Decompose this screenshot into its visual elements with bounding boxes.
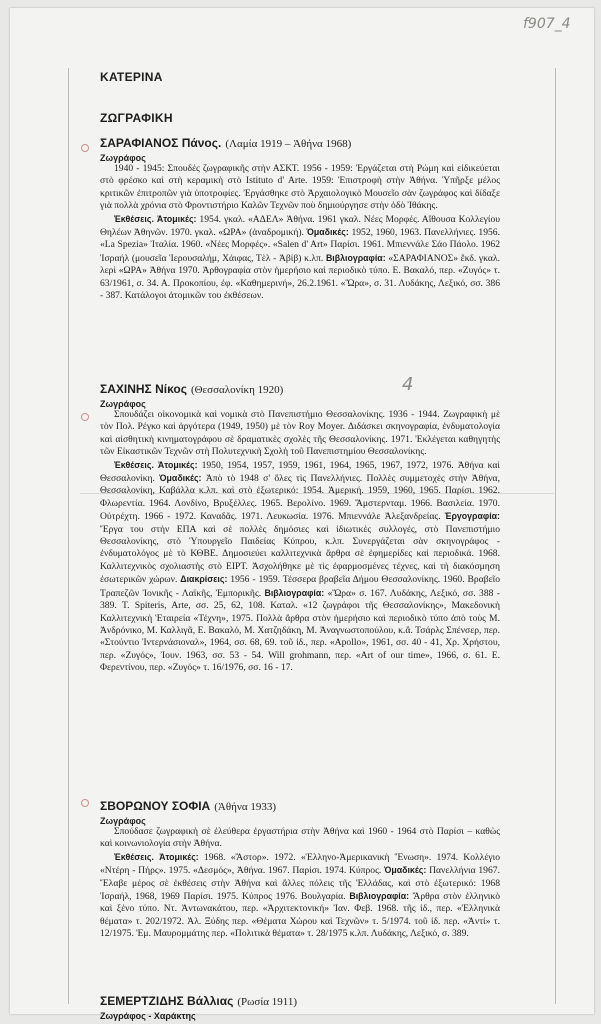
works-text: Ἔργα του στὴν ΕΠΑ καὶ σὲ πολλὲς δημόσιες καὶ ἰδιωτικὲς συλλογές, στὸ Πανεπιστήμιο Θεσσαλονίκης, στὸ Ὑπουργεῖο Παιδείας Κύπρου, κ.λπ. Συνεργάζεται σὰν σκηνογράφος - ἐνδυματολόγος μὲ τὸ ΚΘΒΕ. Δημοσιεύει καλλιτεχνικὰ ἄρθρα σὲ ἐφημερίδες καὶ περιοδικά. 1968. Καλλιτεχνικὸς σχολιαστὴς στὸ ΕΙΡΤ. Ἀσχολήθηκε μὲ τὶς ἐφαρμοσμένες τέχνες, καὶ τὴ διακόσμηση ἐσωτερικῶν χώρων.	[100, 523, 500, 586]
awards-label: Διακρίσεις:	[180, 574, 228, 585]
entry-role: Ζωγράφος	[100, 816, 146, 826]
entry-sarafianos	[100, 134, 500, 302]
awards-text: 1956 - 1959. Τέσσερα βραβεῖα Δήμου Θεσσαλονίκης. 1960. Βραβεῖο Τραπεζῶν Ἰονικῆς - Λαϊκῆς, Ἐμπορικῆς.	[100, 574, 501, 599]
section-heading: ΖΩΓΡΑΦΙΚΗ	[100, 111, 173, 125]
bibliography-label: Βιβλιογραφία:	[325, 252, 386, 263]
solo-text: 1968. «Ἄστορ». 1972. «Ἑλληνο-Ἀμερικανικὴ Ἕνωση». 1974. Κολλέγιο «Ντέρη - Πήρς». 1975. «Δεσμός», Ἀθήνα. 1967. Παρίσι. 1974. Κύπρος.	[100, 851, 500, 877]
entry-role: Ζωγράφος	[100, 399, 146, 409]
entry-exhibitions	[100, 459, 500, 675]
entry-svoronou	[100, 797, 500, 941]
entry-semertzidis	[100, 992, 500, 1021]
entry-bio: 1940 - 1945: Σπουδές ζωγραφικῆς στὴν ΑΣΚΤ. 1956 - 1959: Ἐργάζεται στὴ Ρώμη καὶ εἰδικεύεται στὸ φρέσκο καὶ στὴ κεραμικὴ στὸ Istituto d' Arte. 1959: Ἐπιστροφὴ στὴν Ἀθήνα. Ὑπῆρξε μέλος κριτικῶν ἐπιτροπῶν γιὰ ὑποτροφίες. Ἐργάσθηκε στὸ Ἀρχαιολογικὸ Μουσεῖο σὰν ζωγράφος καὶ δίδαξε γιὰ πολλὰ χρόνια στὸ Φροντιστήριο Καλῶν Τεχνῶν ποὺ δημιούργησε στὴν ὁδὸ Ἰθάκης.	[100, 163, 500, 212]
exhibitions-label: Ἐκθέσεις.	[114, 851, 154, 862]
group-label: Ὁμαδικές:	[384, 865, 427, 876]
bibliography-text: «ΣΑΡΑΦΙΑΝΟΣ» ἔκδ. γκαλ. λερὶ «ΩΡΑ» Ἀθήνα 1970. Ἀρθογραφία στὸν ἡμερήσιο καὶ περιοδικὸ τύπο. Ε. Βακαλό, περ. «Ζυγός» τ. 63/1961, σ. 34. Α. Προκοπίου, ἐφ. «Καθημερινή», 26.2.1961. «Ὥρα», σ. 31. Λυδάκης, Λεξικό, σσ. 386 - 387. Κατάλογοι ἀτομικῶν του ἐκθέσεων.	[100, 252, 500, 302]
left-margin-line	[68, 68, 69, 1004]
entry-bio: Σπουδάζει οἰκονομικὰ καὶ νομικὰ στὸ Πανεπιστήμιο Θεσσαλονίκης. 1936 - 1944. Ζωγραφικὴ μὲ τὸν Πολ. Ρέγκο καὶ ἀργότερα (1949, 1950) μὲ τὸν Roy Moyer. Διδάσκει σκηνογραφία, ἐνδυματολογία καὶ αἰσθητικὴ κινηματογράφου σὲ δραματικὲς σχολὲς τῆς Θεσσαλονίκης. 1971. Ἐκλέγεται καθηγητὴς τῶν Εἰκαστικῶν Τεχνῶν στὴ Πολυτεχνικὴ Σχολὴ τοῦ Πανεπιστημίου Θεσσαλονίκης.	[100, 409, 500, 458]
group-text: 1952, 1960, 1963. Πανελλήνιες. 1956. «La Spezia» Ἰταλία. 1960. «Νέες Μορφές». «Salen d' Art» Παρίσι. 1961. Μπιεννάλε Σάο Πάολο. 1962 Ἰσραήλ (μουσεῖα Ἱερουσαλήμ, Χάιφας, Τὲλ - Ἀβίβ) κ.λπ.	[100, 227, 500, 264]
corner-handwritten-note: f907_4	[523, 16, 571, 32]
bibliography-text: «Ὥρα» σ. 167. Λυδάκης, Λεξικό, σσ. 388 - 389. T. Spiteris, Arte, σσ. 25, 62, 108. Καταλ. «12 ζωγράφοι τῆς Θεσσαλονίκης», Μακεδονικὴ Καλλιτεχνικὴ Ἑταιρεία «Τέχνη», 1975. Πολλὰ ἄρθρα στὸν ἡμερήσιο καὶ περιοδικὸ τύπο ἀπὸ τοὺς Μ. Ἀνδρόνικο, Μ. Καλλιγᾶ, Ε. Βακαλό, Μ. Χατζηδάκη, Μ. Ἀναγνωστοπούλου, κ.ἄ. Τσάρλς Σπένσερ, περ. «Στούντιο Ἰντερνάσιοναλ», 1964, σσ. 68, 69. τοῦ ἰδ., περ. «Apollo», 1961, σσ. 40 - 41, Χρ. Χρήστου, περ. «Ζυγός», Ἰουν. 1963, σσ. 53 - 54. Will grohmann, περ. «Art of our time», 1966, σ. 61. Ε. Φερεντίνου, περ. «Ζυγός» τ. 16/1976, σσ. 16 - 17.	[100, 587, 500, 674]
solo-label: Ἀτομικές:	[157, 459, 198, 470]
margin-mark-1	[81, 144, 89, 152]
margin-mark-3	[81, 799, 89, 807]
group-text: Ἀπὸ τὸ 1948 σ' ὅλες τὶς Πανελλήνιες. Πολλὲς συμμετοχὲς στὴν Ἀθήνα, Θεσσαλονίκη, Καβάλλα κ.λπ. καὶ στὸ ἐξωτερικό: 1954. Ἀμερική. 1959, 1960, 1965. Παρίσι. 1962. Φλωρεντία. 1964. Λονδίνο, Βρυξέλλες. 1965. Βερολίνο. 1969. Ἄμστερνταμ. 1966. Βασιλεία. 1970. Οὐτρέχτη. 1966 - 1972. Καναδᾶς. 1971. Λευκωσία. 1976. Μπιεννάλε Ἀλεξανδρείας.	[100, 473, 500, 523]
entry-exhibitions	[100, 213, 500, 303]
solo-label: Ἀτομικές:	[159, 851, 199, 862]
margin-handwritten-number: 4	[402, 374, 414, 395]
entry-role: Ζωγράφος - Χαράκτης	[100, 1011, 196, 1021]
entry-name: ΣΕΜΕΡΤΖΙΔΗΣ Βάλλιας	[100, 994, 234, 1008]
entry-dates: (Ἀθήνα 1933)	[214, 801, 276, 813]
entry-dates: (Λαμία 1919 – Ἀθήνα 1968)	[225, 138, 352, 150]
works-label: Ἐργογραφία:	[444, 511, 500, 522]
entry-exhibitions	[100, 851, 500, 941]
entry-dates: (Θεσσαλονίκη 1920)	[190, 384, 284, 396]
group-label: Ὁμαδικές:	[306, 227, 349, 238]
exhibitions-label: Ἐκθέσεις.	[114, 459, 154, 470]
group-label: Ὁμαδικές:	[159, 473, 202, 484]
bibliography-text: Ἄρθρα στὸν ἑλληνικὸ καὶ ξένο τύπο. Ντ. Ἀντωνακάτου, περ. «Ἀρχιτεκτονική» Ἰαν. Φεβ. 1968. τῆς ἰδ., περ. «Ἑλληνικὰ θέματα» τ. 202/1972. Ἀλ. Ξύδης περ. «Θέματα Χώρου καὶ Τεχνῶν» τ. 5/1974. τοῦ ἰδ. περ. «Ἀντί» τ. 12/1975. Ἐμ. Μαυρομμάτης περ. «Πολιτικὰ θέματα» τ. 28/1975 κ.λπ. Λυδάκης, Λεξικό, σ. 389.	[100, 891, 501, 940]
entry-name: ΣΑΡΑΦΙΑΝΟΣ Πάνος.	[100, 136, 222, 150]
entry-dates: (Ρωσία 1911)	[237, 996, 298, 1008]
header-name: ΚΑΤΕΡΙΝΑ	[100, 70, 163, 84]
margin-mark-2	[81, 413, 89, 421]
solo-text: 1950, 1954, 1957, 1959, 1961, 1964, 1965, 1967, 1972, 1976. Ἀθήνα καὶ Θεσσαλονίκη.	[100, 459, 500, 485]
entry-sachinis	[100, 380, 500, 675]
bibliography-label: Βιβλιογραφία:	[349, 891, 410, 902]
exhibitions-label: Ἐκθέσεις.	[114, 213, 154, 224]
solo-text: 1954. γκαλ. «ΑΔΕΛ» Ἀθήνα. 1961 γκαλ. Νέες Μορφές. Αἴθουσα Κολλεγίου Θηλέων Ἀθηνῶν. 1970. γκαλ. «ΩΡΑ» (ἀναδρομική).	[100, 213, 501, 239]
entry-bio: Σπούδασε ζωγραφικὴ σὲ ἐλεύθερα ἐργαστήρια στὴν Ἀθήνα καὶ 1960 - 1964 στὸ Παρίσι – καθὼς καὶ κοινωνιολογία στὴν Ἀθήνα.	[100, 826, 500, 850]
bibliography-label: Βιβλιογραφία:	[264, 587, 325, 598]
solo-label: Ἀτομικές:	[156, 213, 197, 224]
group-text: Πανελλήνια 1967. Ἔλαβε μέρος σὲ ἐκθέσεις στὴν Ἀθήνα καὶ ἄλλες πόλεις τῆς Ἑλλάδας, καὶ στὸ ἐξωτερικό: 1968 Ἰσραήλ, 1968, 1969 Παρίσι. 1975. Κύπρος 1976. Βουλγαρία.	[100, 865, 500, 903]
right-margin-line	[555, 68, 556, 1004]
entry-role: Ζωγράφος	[100, 153, 146, 163]
entry-name: ΣΑΧΙΝΗΣ Νίκος	[100, 382, 187, 396]
entry-name: ΣΒΟΡΩΝΟΥ ΣΟΦΙΑ	[100, 799, 211, 813]
